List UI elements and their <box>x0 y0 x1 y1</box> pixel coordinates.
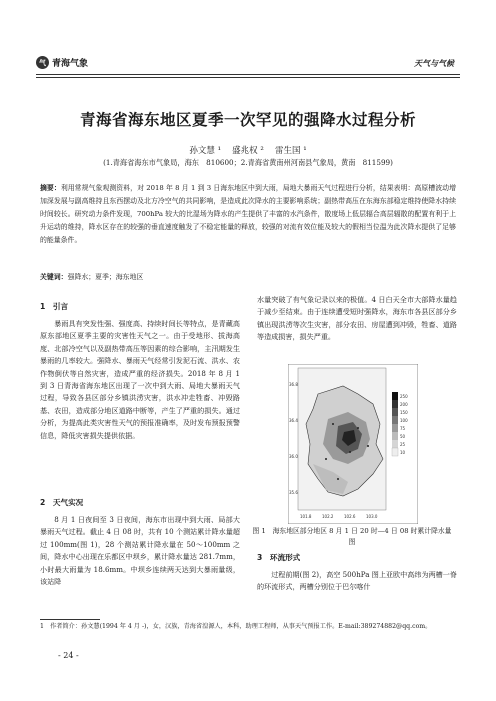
station-marker <box>367 445 369 447</box>
abstract-label: 摘要： <box>40 184 61 192</box>
legend-swatch <box>392 400 398 408</box>
author-footnote: 1 作者简介：孙文慧(1994 年 4 月 -)，女，汉族，青海省湟源人，本科，助理工程师，从事天气预报工作。E-mail:389274882@qq.com。 <box>40 623 432 630</box>
legend-swatch <box>392 416 398 424</box>
station-marker <box>337 478 339 480</box>
legend-label: 50 <box>400 434 406 439</box>
legend-label: 25 <box>400 442 406 447</box>
section-2-title: 2 天气实况 <box>40 498 84 507</box>
lat-label: 36.0 <box>289 454 298 459</box>
lat-label: 36.8 <box>289 382 298 387</box>
keywords-text: 强降水；夏季；海东地区 <box>67 273 144 281</box>
weather-paragraph: 8 月 1 日夜间至 3 日夜间，海东市出现中到大雨、局部大暴雨天气过程。截止 4 日 08 时，共有 10 个测站累计降水量超过 100mm(图 1)，28 个测站累计降水量在 50～100mm 之间，降水中心出现在乐都区中坝乡，累计降水量达 281.7mm，小时最大雨量为 18.6mm。中坝乡连续两天达到大暴雨量级，该站降 <box>40 515 240 587</box>
journal-header-left <box>36 56 88 69</box>
lon-label: 101.8 <box>300 514 312 519</box>
header-rule <box>36 74 460 75</box>
legend-swatch <box>392 392 398 400</box>
header-rule-thin <box>36 77 460 78</box>
legend-swatch <box>392 432 398 440</box>
legend-swatch <box>392 440 398 448</box>
legend-swatch <box>392 408 398 416</box>
keywords-label: 关键词： <box>40 273 68 281</box>
lon-label: 102.6 <box>344 514 356 519</box>
footnote-rule <box>40 619 100 620</box>
page-number: - 24 - <box>58 651 79 660</box>
legend-label: 10 <box>400 450 406 455</box>
right-column-top <box>257 294 457 344</box>
paper-title: 青海省海东地区夏季一次罕见的强降水过程分析 <box>79 110 416 129</box>
right-column-circulation <box>257 569 457 594</box>
station-marker <box>357 427 359 429</box>
station-marker <box>349 451 351 453</box>
section-3-title: 3 环流形式 <box>257 553 301 562</box>
abstract <box>40 182 456 247</box>
journal-name: 青海气象 <box>52 59 89 69</box>
left-column-intro <box>40 318 240 442</box>
legend-label: 75 <box>400 426 406 431</box>
precipitation-map-figure <box>288 364 418 524</box>
station-marker <box>325 458 327 460</box>
lon-label: 103.0 <box>366 514 378 519</box>
lat-label: 35.6 <box>289 490 298 495</box>
legend-label: 100 <box>400 418 408 423</box>
legend-label: 150 <box>400 410 408 415</box>
legend-label: 200 <box>400 402 408 407</box>
abstract-text: 利用常规气象观测资料，对 2018 年 8 月 1 到 3 日海东地区中到大雨，局地大暴雨天气过程进行分析，结果表明：高原槽波动增加深发展与副高维持且东西摆动及北方冷空气的共同影响，是造成此次降水的主要影响系统；副热带高压在东海东部稳定维持使降水持续时间较长。研究动力条件发现，700hPa 较大的比湿场为降水的产生提供了丰富的水汽条件，散度场上低层辐合高层辐散的配置有利于上升运动的维持，降水区存在的较强的垂直速度触发了不稳定能量的释放，较强的对流有效位能及较大的假相当位温为此次降水提供了足够的能量条件。 <box>40 184 456 245</box>
figure-1-caption: 图 1 海东地区部分地区 8 月 1 日 20 时—4 日 08 时累计降水量图 <box>252 527 452 546</box>
legend-swatch <box>392 424 398 432</box>
section-1-title: 1 引言 <box>40 302 69 311</box>
intro-paragraph: 暴雨具有突发性强、强度高、持续时间长等特点，是青藏高原东部地区夏季主要的灾害性天气之一。由于受地形、拔海高度、北部冷空气以及副热带高压等因素的综合影响，主汛期发生暴雨的几率较大。强降水、暴雨天气经常引发泥石流、洪水、农作物倒伏等自然灾害，造成严重的经济损失。2018 年 8 月 1 到 3 日青海省海东地区出现了一次中到大雨、局地大暴雨天气过程，导致各县区部分乡镇洪涝灾害，洪水冲走牲畜、冲毁路基、农田，造成部分地区道路中断等，产生了严重的损失。通过分析，为提高此类灾害性天气的预报准确率，及时发布预报预警信息，降低灾害损失提供依据。 <box>40 319 240 440</box>
circulation-paragraph: 过程前期(图 2)，高空 500hPa 图上亚欧中高纬为两槽一脊的环流形式，两槽分别位于巴尔喀什 <box>257 570 457 592</box>
legend-swatch <box>392 448 398 456</box>
authors: 孙文慧 ¹ 盛兆权 ² 雷生国 ¹ <box>189 146 307 156</box>
left-column-weather <box>40 514 240 588</box>
station-marker <box>332 423 334 425</box>
keywords <box>40 271 143 281</box>
journal-logo-icon: 气 <box>36 56 49 69</box>
lat-label: 36.4 <box>289 418 298 423</box>
section-header-right: 天气与气候 <box>414 58 454 68</box>
lon-label: 102.2 <box>322 514 334 519</box>
weather-paragraph-cont: 水量突破了有气象记录以来的极值。4 日白天全市大部降水量趋于减少至结束。由于连续遭受短时强降水，海东市各县区部分乡镇出现洪涝等次生灾害，部分农田、房屋遭到冲毁，牲畜、道路等造成损害，损失严重。 <box>257 295 457 342</box>
legend-label: 250 <box>400 394 408 399</box>
affiliation: (1.青海省海东市气象局，海东 810600；2.青海省黄南州河南县气象局，黄南 811599) <box>103 158 393 167</box>
